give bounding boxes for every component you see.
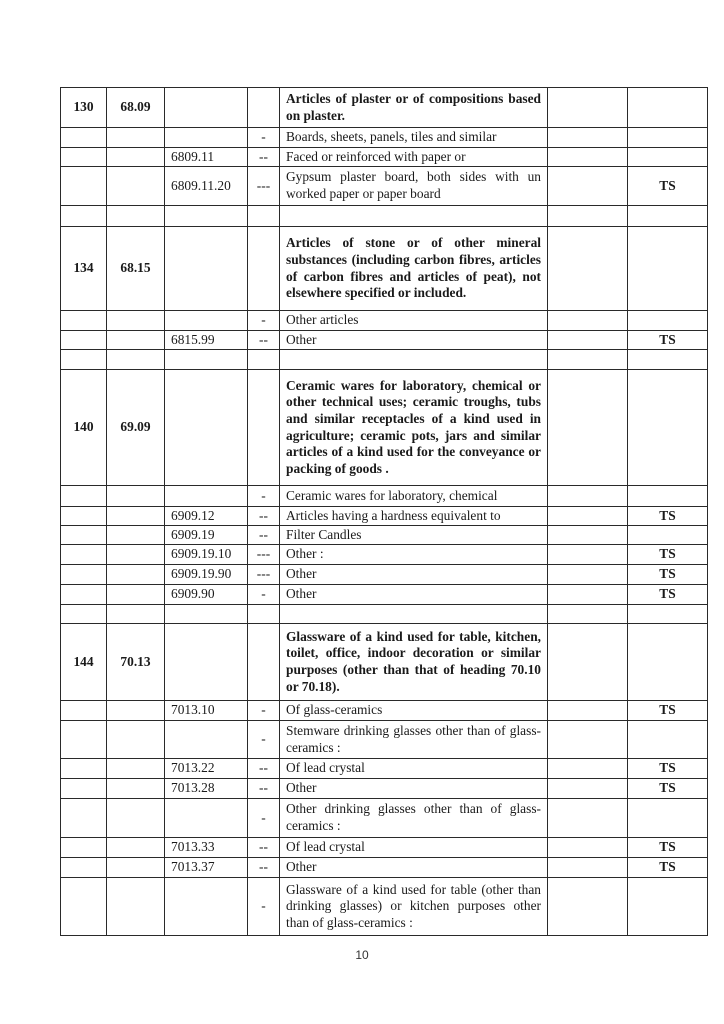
table-row [61, 331, 708, 350]
status-mark-cell: TS [628, 585, 708, 605]
tariff-code-cell: 6909.19 [165, 526, 248, 545]
status-mark-cell [628, 350, 708, 370]
serial-number-cell [61, 721, 107, 759]
tariff-code-cell [165, 624, 248, 701]
level-dash-cell [248, 350, 280, 370]
blank-column-cell [548, 721, 628, 759]
serial-number-cell [61, 605, 107, 624]
serial-number-cell [61, 701, 107, 721]
description-cell: Other [280, 779, 548, 799]
blank-column-cell [548, 227, 628, 311]
description-cell: Of lead crystal [280, 838, 548, 858]
serial-number-cell [61, 167, 107, 206]
status-mark-cell [628, 128, 708, 148]
status-mark-cell [628, 721, 708, 759]
description-cell: Other articles [280, 311, 548, 331]
heading-number-cell [107, 838, 165, 858]
table-row [61, 838, 708, 858]
blank-column-cell [548, 565, 628, 585]
serial-number-cell [61, 331, 107, 350]
table-row [61, 526, 708, 545]
status-mark-cell: TS [628, 701, 708, 721]
heading-number-cell: 69.09 [107, 370, 165, 486]
blank-column-cell [548, 605, 628, 624]
heading-number-cell: 68.15 [107, 227, 165, 311]
description-cell: Glassware of a kind used for table (other than drinking glasses) or kitchen purposes other than of glass-ceramics : [280, 878, 548, 936]
description-cell: Articles having a hardness equivalent to [280, 507, 548, 526]
tariff-code-cell: 7013.28 [165, 779, 248, 799]
tariff-code-cell [165, 88, 248, 128]
tariff-code-cell [165, 350, 248, 370]
serial-number-cell [61, 128, 107, 148]
description-cell: Other drinking glasses other than of glass-ceramics : [280, 799, 548, 838]
status-mark-cell: TS [628, 759, 708, 779]
description-cell: Gypsum plaster board, both sides with un worked paper or paper board [280, 167, 548, 206]
tariff-code-cell: 7013.22 [165, 759, 248, 779]
heading-number-cell [107, 878, 165, 936]
heading-number-cell [107, 311, 165, 331]
blank-column-cell [548, 701, 628, 721]
blank-column-cell [548, 350, 628, 370]
level-dash-cell: -- [248, 331, 280, 350]
description-cell: Of glass-ceramics [280, 701, 548, 721]
description-cell: Boards, sheets, panels, tiles and similar [280, 128, 548, 148]
blank-column-cell [548, 624, 628, 701]
status-mark-cell: TS [628, 858, 708, 878]
description-cell: Faced or reinforced with paper or [280, 148, 548, 167]
serial-number-cell [61, 838, 107, 858]
level-dash-cell [248, 370, 280, 486]
status-mark-cell [628, 311, 708, 331]
blank-column-cell [548, 585, 628, 605]
heading-number-cell [107, 545, 165, 565]
heading-number-cell [107, 701, 165, 721]
heading-number-cell [107, 605, 165, 624]
tariff-table [60, 87, 708, 936]
tariff-code-cell: 7013.37 [165, 858, 248, 878]
heading-number-cell: 68.09 [107, 88, 165, 128]
status-mark-cell [628, 878, 708, 936]
heading-number-cell [107, 779, 165, 799]
level-dash-cell: --- [248, 545, 280, 565]
description-cell: Articles of plaster or of compositions based on plaster. [280, 88, 548, 128]
status-mark-cell [628, 526, 708, 545]
table-row [61, 779, 708, 799]
description-cell [280, 605, 548, 624]
blank-column-cell [548, 128, 628, 148]
tariff-code-cell [165, 878, 248, 936]
heading-number-cell: 70.13 [107, 624, 165, 701]
heading-number-cell [107, 526, 165, 545]
heading-number-cell [107, 799, 165, 838]
tariff-code-cell: 6909.90 [165, 585, 248, 605]
description-cell: Articles of stone or of other mineral substances (including carbon fibres, articles of carbon fibres and articles of peat), not elsewhere specified or included. [280, 227, 548, 311]
level-dash-cell: -- [248, 759, 280, 779]
serial-number-cell: 144 [61, 624, 107, 701]
table-row [61, 370, 708, 486]
status-mark-cell: TS [628, 167, 708, 206]
heading-number-cell [107, 206, 165, 227]
description-cell: Glassware of a kind used for table, kitchen, toilet, office, indoor decoration or similar purposes (other than that of heading 70.10 or 70.18). [280, 624, 548, 701]
tariff-code-cell [165, 128, 248, 148]
status-mark-cell [628, 88, 708, 128]
description-cell: Stemware drinking glasses other than of glass-ceramics : [280, 721, 548, 759]
heading-number-cell [107, 759, 165, 779]
heading-number-cell [107, 565, 165, 585]
description-cell: Other [280, 585, 548, 605]
blank-column-cell [548, 311, 628, 331]
table-row [61, 624, 708, 701]
level-dash-cell: -- [248, 858, 280, 878]
blank-column-cell [548, 507, 628, 526]
level-dash-cell: - [248, 128, 280, 148]
level-dash-cell: - [248, 486, 280, 507]
serial-number-cell [61, 507, 107, 526]
heading-number-cell [107, 721, 165, 759]
description-cell: Other [280, 331, 548, 350]
level-dash-cell: - [248, 878, 280, 936]
blank-column-cell [548, 858, 628, 878]
level-dash-cell [248, 227, 280, 311]
table-row [61, 721, 708, 759]
blank-column-cell [548, 759, 628, 779]
heading-number-cell [107, 350, 165, 370]
tariff-code-cell [165, 486, 248, 507]
tariff-code-cell: 7013.33 [165, 838, 248, 858]
heading-number-cell [107, 486, 165, 507]
description-cell: Of lead crystal [280, 759, 548, 779]
table-row [61, 167, 708, 206]
blank-column-cell [548, 331, 628, 350]
serial-number-cell [61, 545, 107, 565]
serial-number-cell [61, 585, 107, 605]
serial-number-cell [61, 486, 107, 507]
serial-number-cell [61, 565, 107, 585]
serial-number-cell [61, 759, 107, 779]
table-row [61, 311, 708, 331]
table-row [61, 759, 708, 779]
heading-number-cell [107, 128, 165, 148]
tariff-table-body [61, 88, 708, 936]
tariff-code-cell: 6909.19.90 [165, 565, 248, 585]
serial-number-cell [61, 878, 107, 936]
status-mark-cell: TS [628, 838, 708, 858]
serial-number-cell [61, 350, 107, 370]
level-dash-cell [248, 88, 280, 128]
serial-number-cell [61, 148, 107, 167]
status-mark-cell [628, 799, 708, 838]
serial-number-cell [61, 206, 107, 227]
level-dash-cell [248, 605, 280, 624]
table-row [61, 858, 708, 878]
status-mark-cell [628, 486, 708, 507]
table-row [61, 799, 708, 838]
serial-number-cell [61, 779, 107, 799]
blank-column-cell [548, 779, 628, 799]
table-row [61, 565, 708, 585]
level-dash-cell: -- [248, 526, 280, 545]
tariff-code-cell [165, 311, 248, 331]
table-row [61, 206, 708, 227]
level-dash-cell: --- [248, 167, 280, 206]
tariff-code-cell [165, 370, 248, 486]
serial-number-cell: 130 [61, 88, 107, 128]
description-cell: Filter Candles [280, 526, 548, 545]
level-dash-cell: - [248, 701, 280, 721]
description-cell [280, 206, 548, 227]
heading-number-cell [107, 585, 165, 605]
blank-column-cell [548, 148, 628, 167]
serial-number-cell: 134 [61, 227, 107, 311]
status-mark-cell [628, 605, 708, 624]
blank-column-cell [548, 167, 628, 206]
level-dash-cell: - [248, 799, 280, 838]
status-mark-cell: TS [628, 779, 708, 799]
table-row [61, 701, 708, 721]
blank-column-cell [548, 486, 628, 507]
description-cell: Ceramic wares for laboratory, chemical [280, 486, 548, 507]
tariff-code-cell: 6809.11.20 [165, 167, 248, 206]
tariff-code-cell [165, 605, 248, 624]
serial-number-cell [61, 858, 107, 878]
level-dash-cell: --- [248, 565, 280, 585]
blank-column-cell [548, 838, 628, 858]
heading-number-cell [107, 148, 165, 167]
level-dash-cell: -- [248, 507, 280, 526]
blank-column-cell [548, 799, 628, 838]
level-dash-cell: -- [248, 838, 280, 858]
table-row [61, 585, 708, 605]
status-mark-cell: TS [628, 565, 708, 585]
tariff-code-cell: 7013.10 [165, 701, 248, 721]
tariff-code-cell: 6815.99 [165, 331, 248, 350]
level-dash-cell: - [248, 721, 280, 759]
status-mark-cell [628, 370, 708, 486]
tariff-code-cell: 6909.19.10 [165, 545, 248, 565]
status-mark-cell [628, 206, 708, 227]
heading-number-cell [107, 507, 165, 526]
heading-number-cell [107, 331, 165, 350]
blank-column-cell [548, 878, 628, 936]
status-mark-cell: TS [628, 507, 708, 526]
page-number: 10 [355, 948, 369, 962]
tariff-code-cell [165, 721, 248, 759]
tariff-code-cell [165, 227, 248, 311]
serial-number-cell [61, 526, 107, 545]
serial-number-cell [61, 799, 107, 838]
blank-column-cell [548, 545, 628, 565]
level-dash-cell [248, 624, 280, 701]
blank-column-cell [548, 88, 628, 128]
level-dash-cell [248, 206, 280, 227]
description-cell [280, 350, 548, 370]
description-cell: Ceramic wares for laboratory, chemical or other technical uses; ceramic troughs, tubs and similar receptacles of a kind used in agriculture; ceramic pots, jars and similar articles of a kind used for the conveyance or packing of goods . [280, 370, 548, 486]
description-cell: Other [280, 565, 548, 585]
tariff-code-cell: 6909.12 [165, 507, 248, 526]
heading-number-cell [107, 167, 165, 206]
blank-column-cell [548, 370, 628, 486]
heading-number-cell [107, 858, 165, 878]
table-row [61, 507, 708, 526]
blank-column-cell [548, 206, 628, 227]
status-mark-cell: TS [628, 331, 708, 350]
serial-number-cell [61, 311, 107, 331]
level-dash-cell: -- [248, 148, 280, 167]
tariff-code-cell: 6809.11 [165, 148, 248, 167]
table-row [61, 88, 708, 128]
table-row [61, 605, 708, 624]
serial-number-cell: 140 [61, 370, 107, 486]
table-row [61, 350, 708, 370]
tariff-code-cell [165, 206, 248, 227]
table-row [61, 545, 708, 565]
table-row [61, 128, 708, 148]
status-mark-cell [628, 148, 708, 167]
table-row [61, 486, 708, 507]
description-cell: Other : [280, 545, 548, 565]
table-row [61, 227, 708, 311]
table-row [61, 148, 708, 167]
level-dash-cell: - [248, 585, 280, 605]
level-dash-cell: - [248, 311, 280, 331]
status-mark-cell [628, 227, 708, 311]
status-mark-cell [628, 624, 708, 701]
level-dash-cell: -- [248, 779, 280, 799]
description-cell: Other [280, 858, 548, 878]
blank-column-cell [548, 526, 628, 545]
status-mark-cell: TS [628, 545, 708, 565]
table-row [61, 878, 708, 936]
tariff-code-cell [165, 799, 248, 838]
